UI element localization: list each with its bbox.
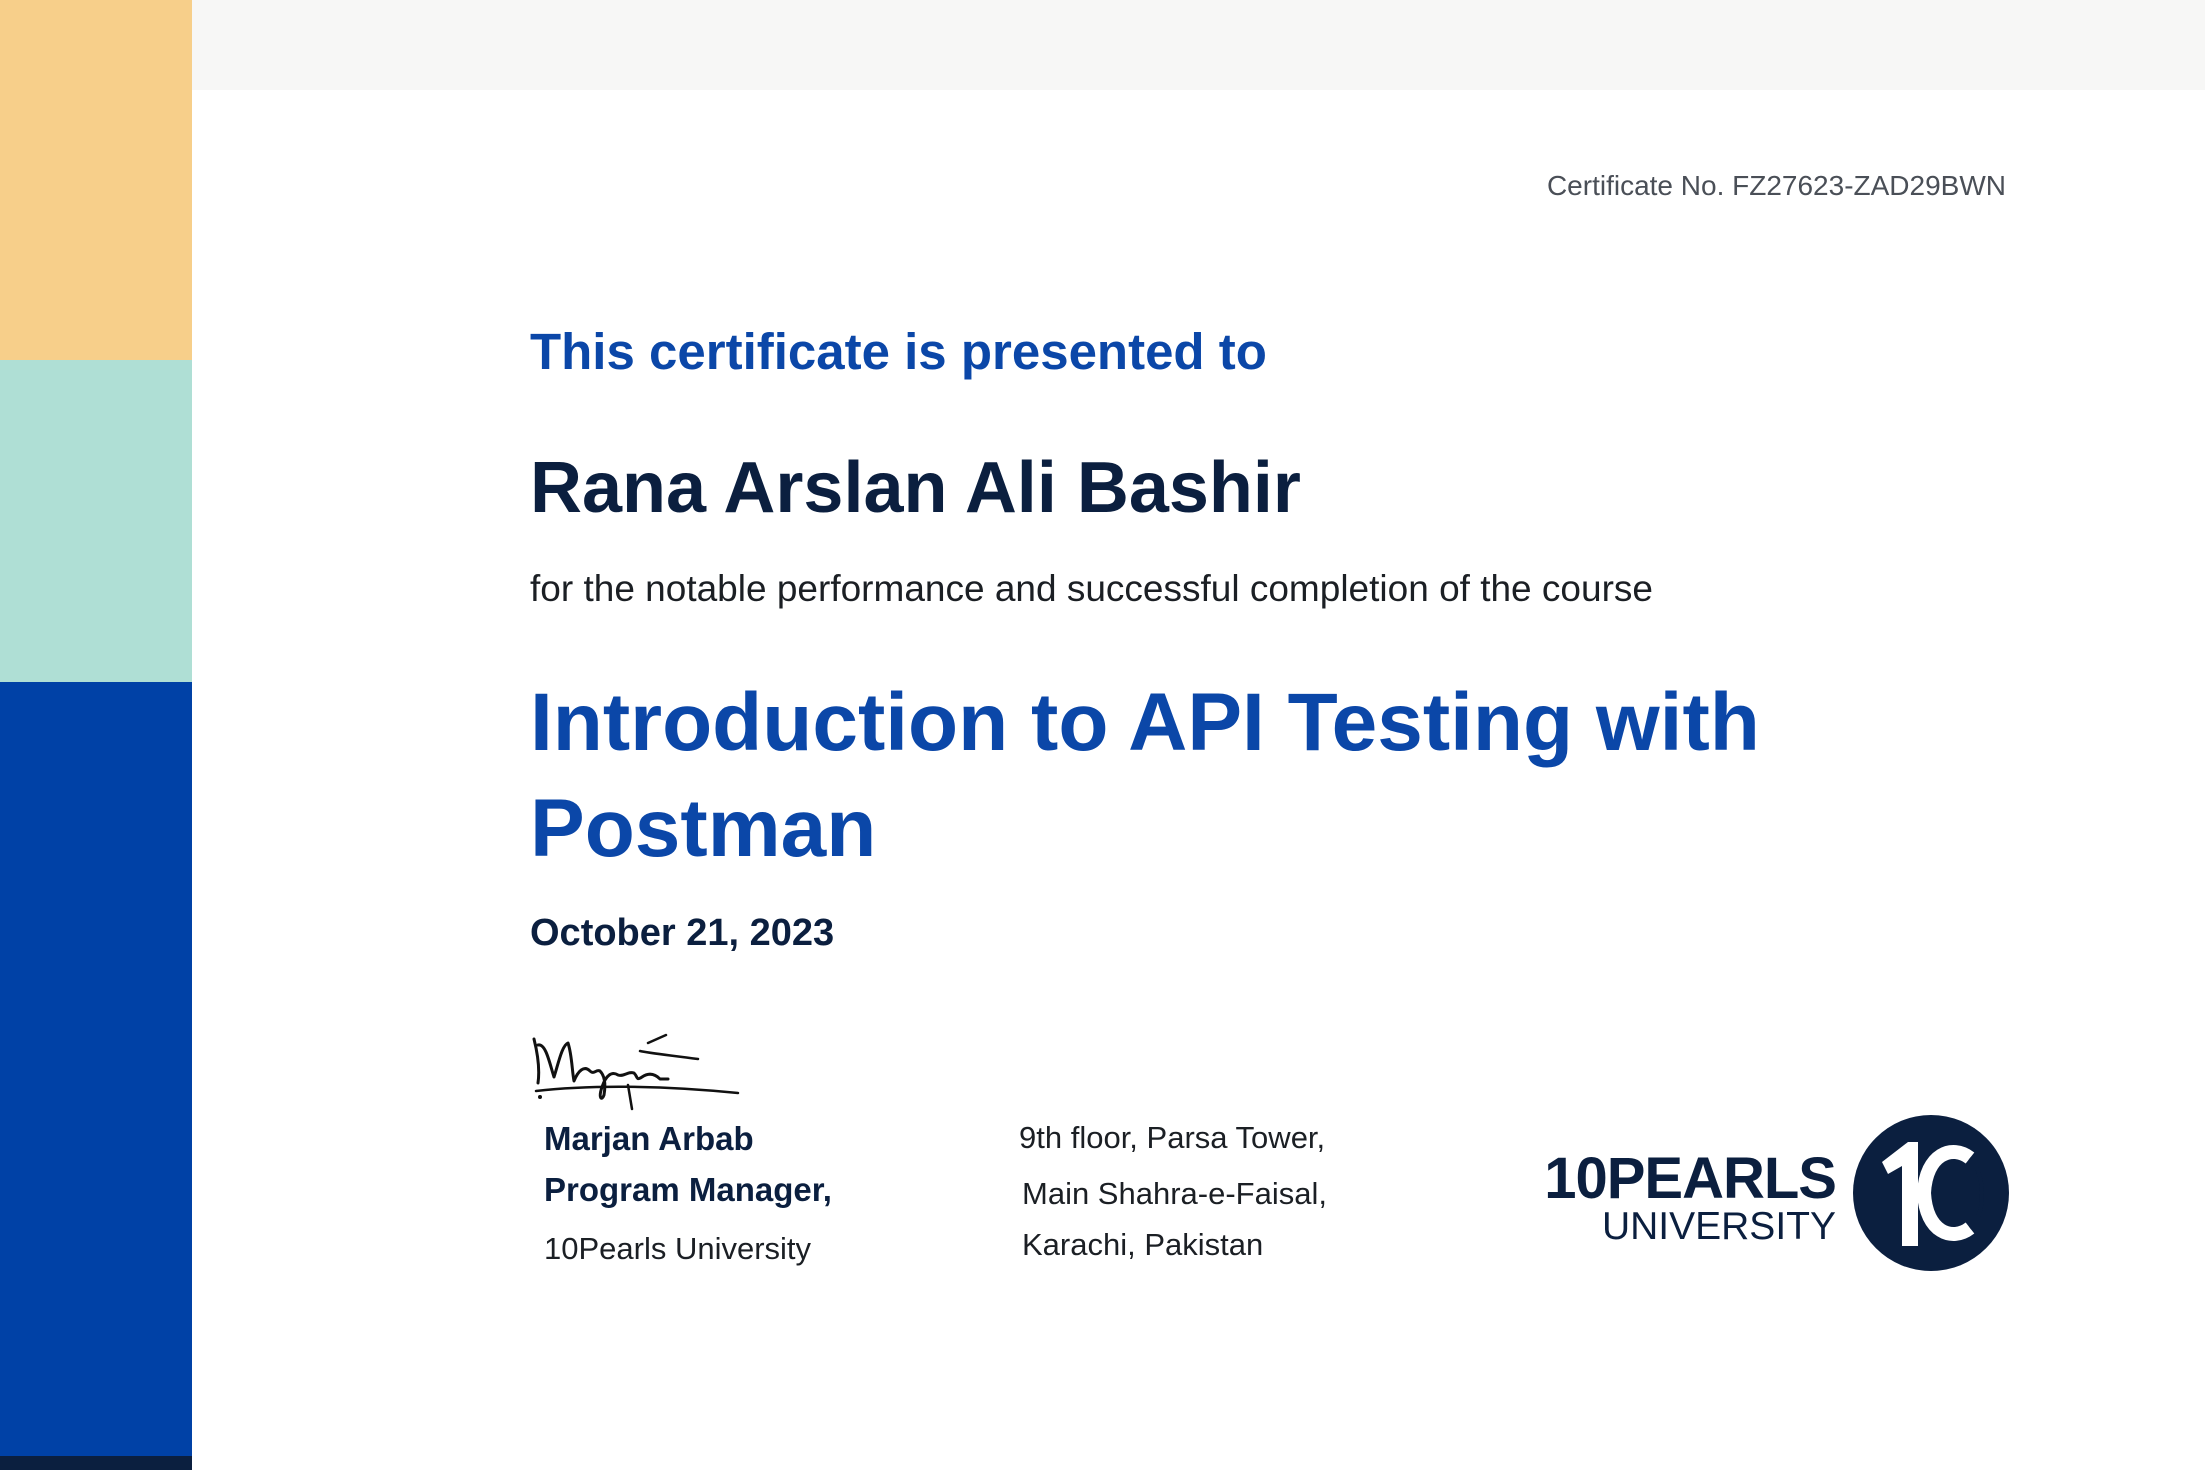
signature-image <box>528 1025 748 1115</box>
certificate-number: Certificate No. FZ27623-ZAD29BWN <box>1546 170 2006 201</box>
top-band <box>192 0 2205 90</box>
decorative-stripe-navy <box>0 1456 192 1470</box>
decorative-stripe-mint <box>0 360 192 682</box>
decorative-stripe-peach <box>0 0 192 360</box>
completion-date: October 21, 2023 <box>530 912 835 954</box>
citation-text: for the notable performance and successful completion of the course <box>530 568 1653 609</box>
course-title: Introduction to API Testing with Postman <box>530 677 1760 874</box>
signer-title: Program Manager, <box>544 1171 832 1208</box>
certificate-heading: This certificate is presented to <box>530 323 1267 380</box>
address-line-2: Main Shahra-e-Faisal, <box>1022 1176 1327 1211</box>
signer-organization: 10Pearls University <box>544 1231 812 1266</box>
address-line-1: 9th floor, Parsa Tower, <box>1019 1120 1326 1155</box>
recipient-name: Rana Arslan Ali Bashir <box>530 448 1301 528</box>
decorative-stripe-blue <box>0 682 192 1456</box>
logo-subtitle: UNIVERSITY <box>1601 1205 1836 1248</box>
logo-emblem-icon <box>1852 1114 2010 1272</box>
address-line-3: Karachi, Pakistan <box>1022 1227 1264 1262</box>
logo-wordmark: 10PEARLS <box>1544 1146 1836 1211</box>
signer-name: Marjan Arbab <box>544 1120 754 1157</box>
university-logo <box>1540 1110 2010 1275</box>
